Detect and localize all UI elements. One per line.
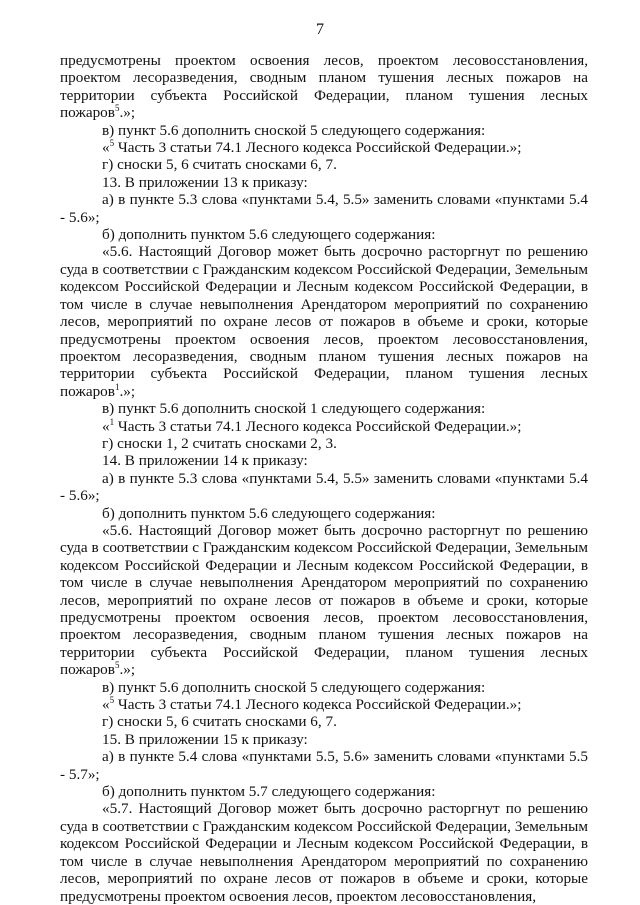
paragraph-text: г) сноски 5, 6 считать сносками 6, 7. [102, 156, 337, 174]
paragraph [60, 470, 588, 505]
paragraph [60, 52, 588, 122]
footnote-marker: 5 [109, 138, 115, 149]
paragraph [60, 696, 588, 713]
quote-open: « [102, 696, 110, 714]
paragraph-text: «5.7. Настоящий Договор может быть досрочно расторгнут по решению суда в соответствии с Гражданским кодексом Российской Федерации, Земельным кодексом Российской Федерации и Лесным кодексом Российской Федерации, в том числе в случае невыполнения Арендатором мероприятий по сохранению лесов, мероприятий по охране лесов от пожаров в объеме и сроки, которые предусмотрены проектом освоения лесов, проектом лесовосстановления, [60, 800, 588, 905]
paragraph [60, 122, 588, 139]
paragraph-text: а) в пункте 5.4 слова «пунктами 5.5, 5.6» заменить словами «пунктами 5.5 - 5.7»; [60, 748, 588, 783]
page-number: 7 [316, 21, 324, 38]
paragraph [60, 156, 588, 173]
paragraph-text: предусмотрены проектом освоения лесов, проектом лесовосстановления, проектом лесоразведения, сводным планом тушения лесных пожаров на территории субъекта Российской Федерации, планом тушения лесных пожаров [60, 52, 588, 122]
paragraph-text: Часть 3 статьи 74.1 Лесного кодекса Российской Федерации.»; [114, 417, 522, 435]
paragraph [60, 748, 588, 783]
footnote-marker: 1 [114, 381, 120, 392]
quote-open: « [102, 417, 110, 435]
paragraph-text: б) дополнить пунктом 5.6 следующего содержания: [102, 226, 436, 244]
paragraph-text: г) сноски 5, 6 считать сносками 6, 7. [102, 713, 337, 731]
paragraph [60, 783, 588, 800]
paragraph [60, 139, 588, 156]
footnote-marker: 5 [114, 103, 120, 114]
paragraph [60, 243, 588, 400]
paragraph-text: б) дополнить пунктом 5.7 следующего содержания: [102, 783, 436, 801]
paragraph [60, 452, 588, 469]
document-body [60, 52, 588, 905]
footnote-marker: 5 [109, 695, 115, 706]
closing-punctuation: .»; [119, 382, 136, 400]
footnote-marker: 5 [114, 660, 120, 671]
paragraph-text: Часть 3 статьи 74.1 Лесного кодекса Российской Федерации.»; [114, 696, 522, 714]
paragraph-text: в) пункт 5.6 дополнить сноской 5 следующего содержания: [102, 121, 486, 139]
paragraph-text: а) в пункте 5.3 слова «пунктами 5.4, 5.5» заменить словами «пунктами 5.4 - 5.6»; [60, 469, 588, 505]
paragraph-text: Часть 3 статьи 74.1 Лесного кодекса Российской Федерации.»; [114, 139, 522, 157]
paragraph [60, 731, 588, 748]
quote-open: « [102, 139, 110, 157]
paragraph [60, 713, 588, 730]
paragraph [60, 418, 588, 435]
paragraph-text: г) сноски 1, 2 считать сносками 2, 3. [102, 434, 337, 452]
paragraph-text: 14. В приложении 14 к приказу: [102, 452, 308, 470]
paragraph [60, 522, 588, 679]
paragraph [60, 679, 588, 696]
paragraph-text: в) пункт 5.6 дополнить сноской 5 следующего содержания: [102, 678, 486, 696]
paragraph-text: в) пункт 5.6 дополнить сноской 1 следующего содержания: [102, 400, 486, 418]
footnote-marker: 1 [109, 416, 115, 427]
paragraph-text: «5.6. Настоящий Договор может быть досрочно расторгнут по решению суда в соответствии с Гражданским кодексом Российской Федерации, Земельным кодексом Российской Федерации и Лесным кодексом Российской Федерации, в том числе в случае невыполнения Арендатором мероприятий по сохранению лесов, мероприятий по охране лесов от пожаров в объеме и сроки, которые предусмотрены проектом освоения лесов, проектом лесовосстановления, проектом лесоразведения, сводным планом тушения лесных пожаров на территории субъекта Российской Федерации, планом тушения лесных пожаров [60, 243, 588, 400]
paragraph [60, 800, 588, 904]
paragraph-text: 13. В приложении 13 к приказу: [102, 173, 308, 191]
paragraph [60, 505, 588, 522]
paragraph-text: а) в пункте 5.3 слова «пунктами 5.4, 5.5» заменить словами «пунктами 5.4 - 5.6»; [60, 191, 588, 226]
paragraph [60, 174, 588, 191]
paragraph [60, 435, 588, 452]
paragraph-text: «5.6. Настоящий Договор может быть досрочно расторгнут по решению суда в соответствии с Гражданским кодексом Российской Федерации, Земельным кодексом Российской Федерации и Лесным кодексом Российской Федерации, в том числе в случае невыполнения Арендатором мероприятий по сохранению лесов, мероприятий по охране лесов от пожаров в объеме и сроки, которые предусмотрены проектом освоения лесов, проектом лесовосстановления, проектом лесоразведения, сводным планом тушения лесных пожаров на территории субъекта Российской Федерации, планом тушения лесных пожаров [60, 521, 588, 679]
paragraph [60, 191, 588, 226]
paragraph [60, 226, 588, 243]
paragraph [60, 400, 588, 417]
paragraph-text: 15. В приложении 15 к приказу: [102, 730, 308, 748]
closing-punctuation: .»; [119, 661, 136, 679]
paragraph-text: б) дополнить пунктом 5.6 следующего содержания: [102, 504, 436, 522]
closing-punctuation: .»; [119, 104, 136, 122]
